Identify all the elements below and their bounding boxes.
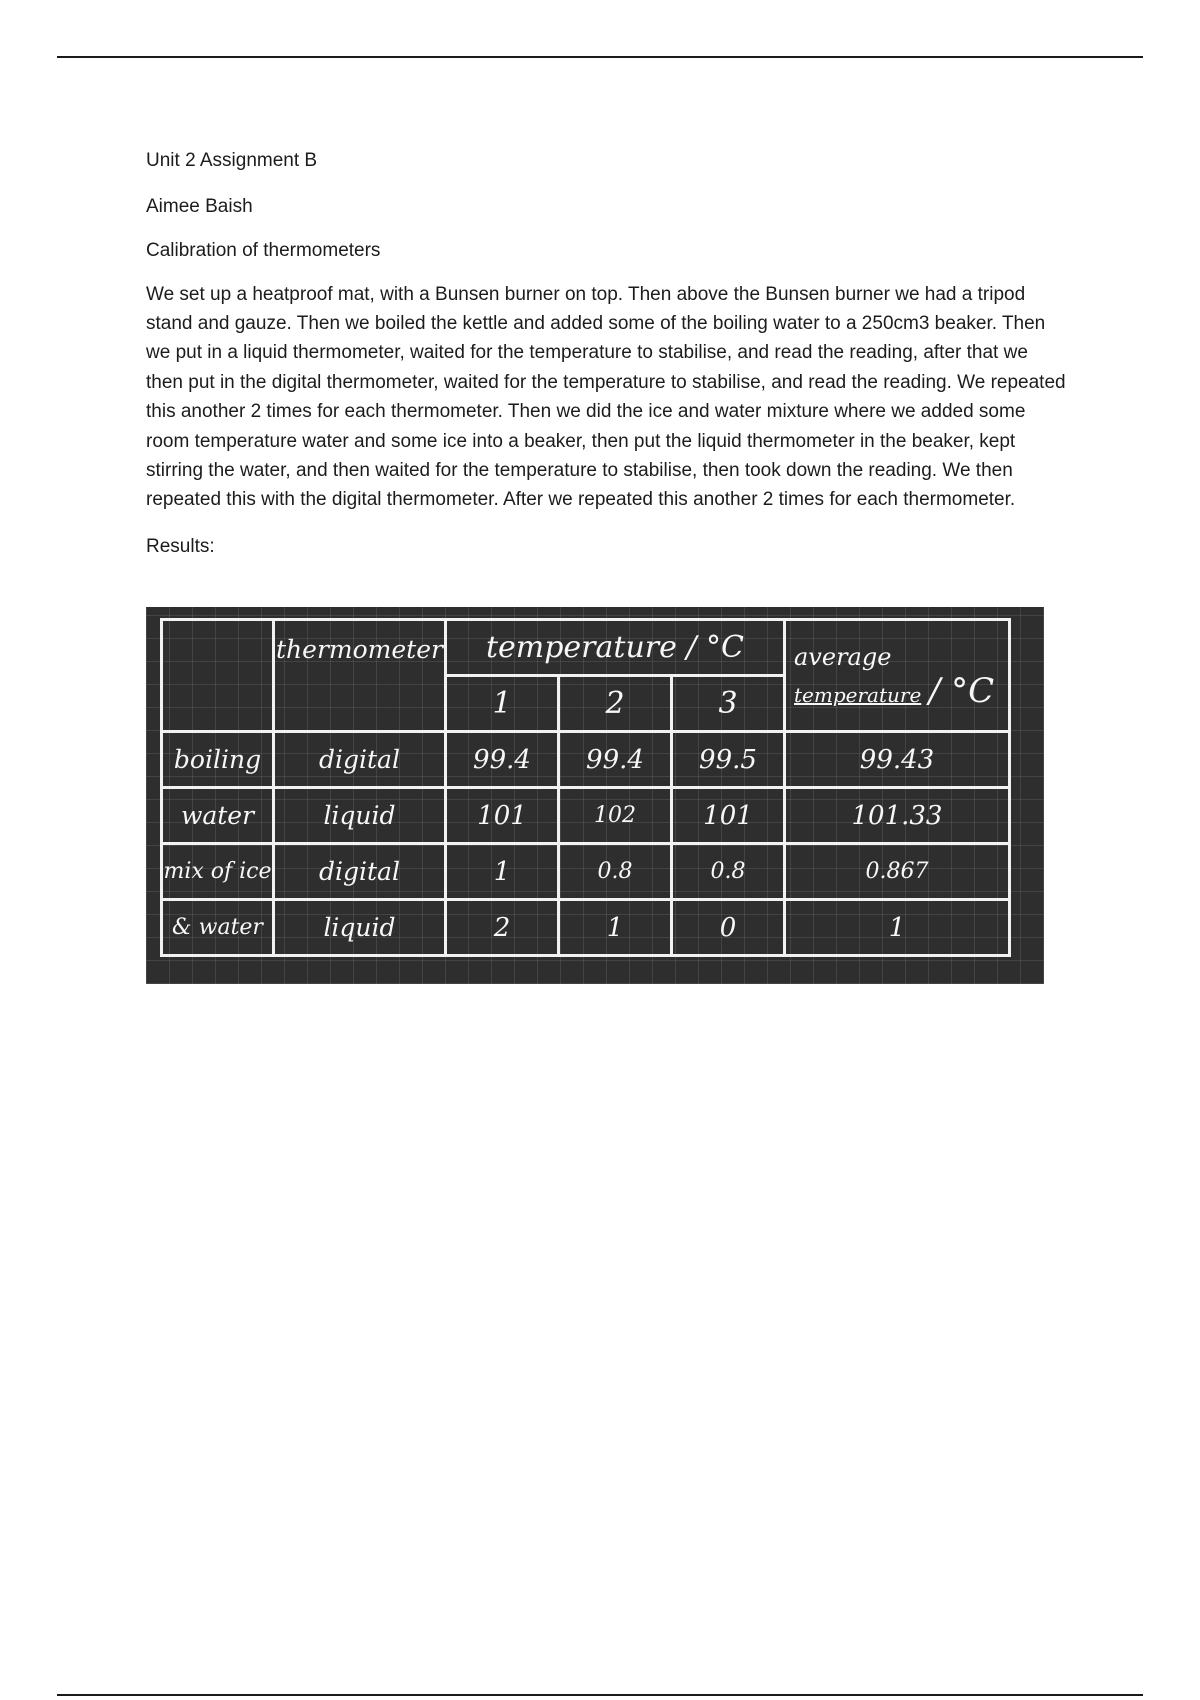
ice-group-label-1: mix of ice [162, 844, 274, 900]
trial-2-cell: 1 [559, 900, 672, 956]
trial-1-cell: 2 [446, 900, 559, 956]
boiling-group-label-2: water [162, 788, 274, 844]
average-header-unit: / °C [928, 670, 995, 711]
results-label: Results: [146, 535, 215, 557]
thermometer-cell: liquid [274, 788, 446, 844]
table-row [162, 788, 1010, 844]
trial-3-cell: 99.5 [672, 732, 785, 788]
temperature-header: temperature / °C [446, 620, 785, 676]
table-row [162, 844, 1010, 900]
trial-3-cell: 101 [672, 788, 785, 844]
document-body [146, 146, 1066, 561]
table-row [162, 900, 1010, 956]
trial-3-cell: 0.8 [672, 844, 785, 900]
trial-1-header: 1 [446, 676, 559, 732]
trial-2-cell: 102 [559, 788, 672, 844]
method-paragraph: We set up a heatproof mat, with a Bunsen burner on top. Then above the Bunsen burner we had a tripod stand and gauze. Then we boiled the kettle and added some of the boiling water to a 250cm3 beaker. Then we put in a liquid thermometer, waited for the temperature to stabilise, and read the reading, after that we then put in the digital thermometer, waited for the temperature to stabilise, and read the reading. We repeated this another 2 times for each thermometer. Then we did the ice and water mixture where we added some room temperature water and some ice into a beaker, then put the liquid thermometer in the beaker, kept stirring the water, and then waited for the temperature to stabilise, then took down the reading. We then repeated this with the digital thermometer. After we repeated this another 2 times for each thermometer. [146, 283, 1066, 511]
average-cell: 1 [785, 900, 1010, 956]
experiment-title: Calibration of thermometers [146, 239, 381, 261]
results-table [160, 618, 1011, 957]
thermometer-cell: digital [274, 844, 446, 900]
average-cell: 0.867 [785, 844, 1010, 900]
header-rule [57, 56, 1143, 58]
results-table-image [146, 607, 1044, 984]
author-name: Aimee Baish [146, 195, 253, 217]
average-header-line2: temperature [794, 682, 922, 707]
trial-1-cell: 99.4 [446, 732, 559, 788]
ice-group-label-2: & water [162, 900, 274, 956]
thermometer-header: thermometer [274, 620, 446, 732]
trial-1-cell: 101 [446, 788, 559, 844]
boiling-group-label-1: boiling [162, 732, 274, 788]
trial-1-cell: 1 [446, 844, 559, 900]
thermometer-cell: digital [274, 732, 446, 788]
average-header [785, 620, 1010, 732]
trial-3-cell: 0 [672, 900, 785, 956]
trial-2-header: 2 [559, 676, 672, 732]
trial-3-header: 3 [672, 676, 785, 732]
average-cell: 101.33 [785, 788, 1010, 844]
average-cell: 99.43 [785, 732, 1010, 788]
table-row [162, 732, 1010, 788]
thermometer-cell: liquid [274, 900, 446, 956]
trial-2-cell: 99.4 [559, 732, 672, 788]
footer-rule [57, 1694, 1143, 1696]
trial-2-cell: 0.8 [559, 844, 672, 900]
unit-title: Unit 2 Assignment B [146, 150, 318, 171]
average-header-line1: average [794, 642, 892, 671]
table-corner-cell [162, 620, 274, 732]
